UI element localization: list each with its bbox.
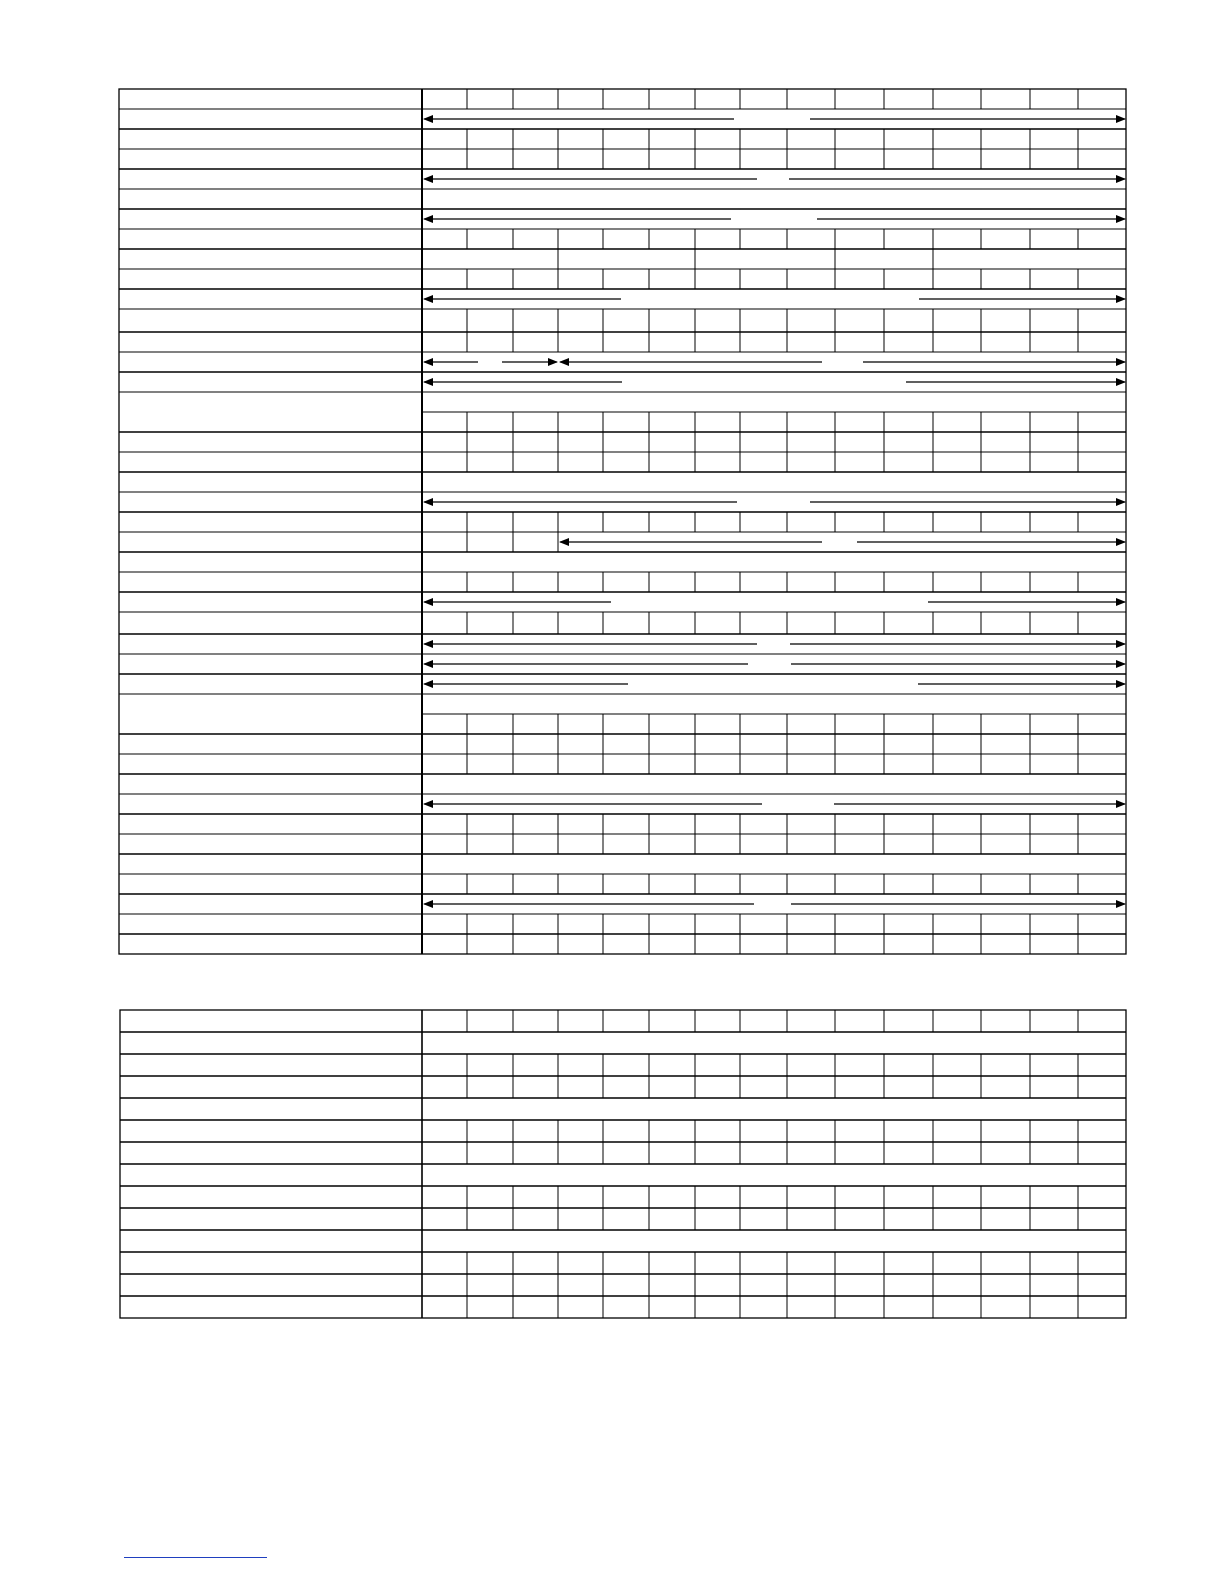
lower-form-table [120, 1010, 1126, 1318]
form-row [119, 492, 1126, 502]
form-row [119, 734, 1126, 754]
form-row [119, 532, 1126, 552]
form-row [119, 129, 1126, 149]
form-row [119, 452, 1126, 472]
form-row [119, 794, 1126, 804]
form-row [120, 1142, 1126, 1164]
form-row [119, 834, 1126, 854]
form-row [119, 269, 1126, 289]
form-row [119, 612, 1126, 634]
footer-link-underline [124, 1557, 267, 1558]
form-row [119, 392, 1126, 432]
form-row [119, 694, 1126, 734]
upper-form-table [119, 89, 1126, 954]
form-row [119, 249, 1126, 269]
form-row [119, 309, 1126, 332]
form-row [119, 432, 1126, 452]
form-row [120, 1076, 1126, 1098]
form-row [120, 1208, 1126, 1230]
form-row [119, 229, 1126, 249]
form-row [120, 1274, 1126, 1296]
form-row [119, 874, 1126, 894]
form-row [119, 372, 1126, 382]
form-row [119, 289, 1126, 299]
form-row [119, 914, 1126, 934]
form-row [119, 894, 1126, 904]
form-row [120, 1296, 1126, 1318]
form-row [119, 654, 1126, 664]
form-row [119, 934, 1126, 954]
form-row [119, 169, 1126, 179]
form-row [119, 209, 1126, 219]
form-row [467, 89, 1078, 109]
form-row [120, 1186, 1126, 1208]
form-row [119, 352, 1126, 362]
form-row [119, 674, 1126, 684]
form-row [120, 1120, 1126, 1142]
form-row [119, 592, 1126, 602]
form-row [119, 512, 1126, 532]
form-row [120, 1054, 1126, 1076]
form-row [467, 1010, 1078, 1032]
form-row [119, 109, 1126, 119]
form-row [119, 814, 1126, 834]
form-row [119, 634, 1126, 644]
form-row [119, 149, 1126, 169]
form-row [120, 1252, 1126, 1274]
form-row [119, 754, 1126, 774]
form-row [119, 332, 1126, 352]
form-row [119, 572, 1126, 592]
